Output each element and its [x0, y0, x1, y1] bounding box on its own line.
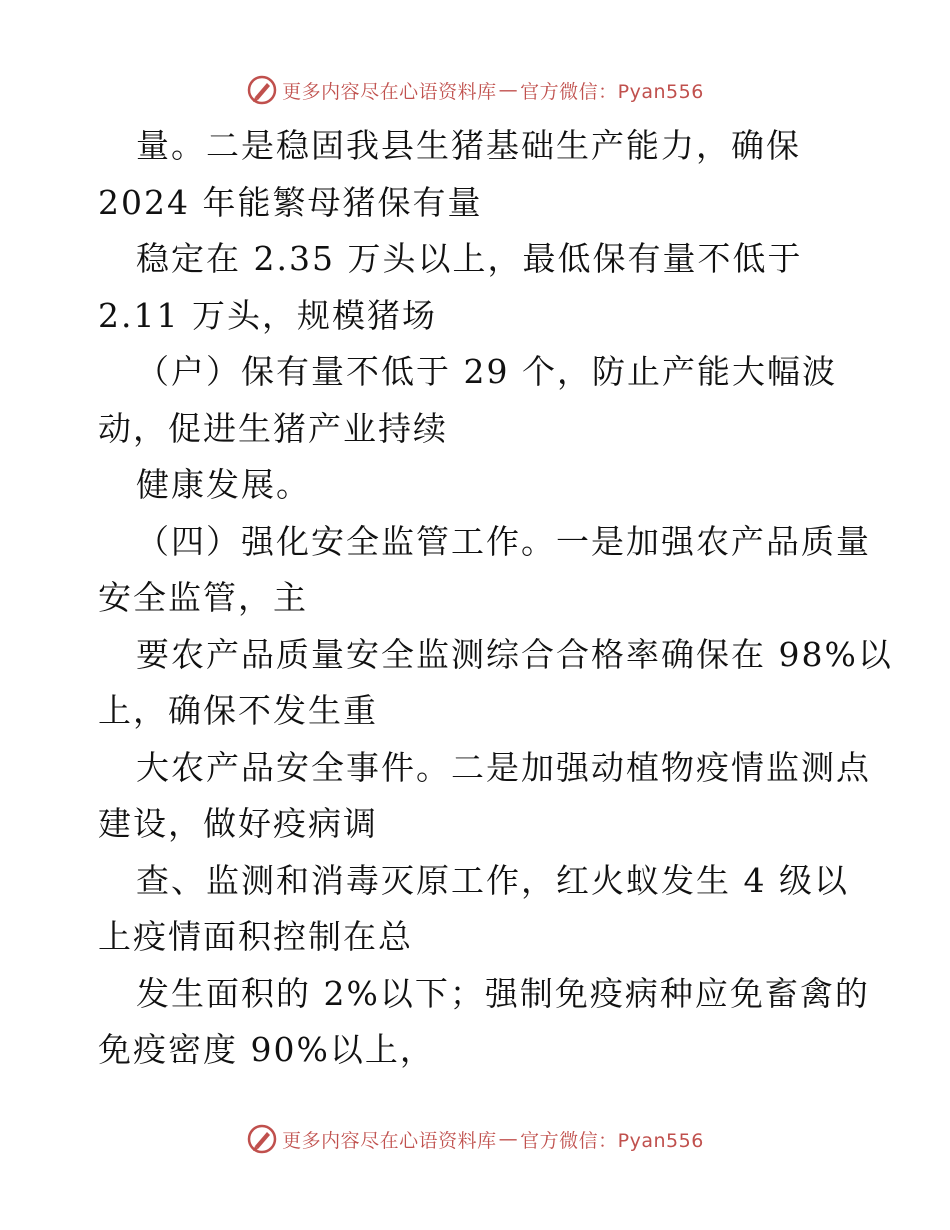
banner-dash: — [498, 79, 519, 101]
text-line: 动，促进生猪产业持续 [98, 408, 448, 448]
footer-watermark-banner [0, 1119, 950, 1159]
banner-dash: — [498, 1128, 519, 1150]
document-body [98, 118, 893, 1079]
text-line: 上疫情面积控制在总 [98, 917, 413, 956]
text-line: （四）强化安全监管工作。一是加强农产品质量 [136, 521, 871, 561]
text-line: 2024 年能繁母猪保有量 [98, 182, 483, 222]
text-line: 要农产品质量安全监测综合合格率确保在 98%以 [136, 634, 893, 674]
text-line: 查、监测和消毒灭原工作，红火蚁发生 4 级以 [136, 860, 849, 900]
text-line: 大农产品安全事件。二是加强动植物疫情监测点 [136, 747, 871, 787]
banner-title: 更多内容尽在心语资料库 [282, 1129, 497, 1152]
banner-wechat: 官方微信：Pyan556 [520, 80, 704, 103]
pen-logo-icon [246, 1123, 278, 1155]
text-line: 免疫密度 90%以上， [98, 1030, 435, 1069]
text-line: 健康发展。 [136, 465, 311, 504]
header-watermark-banner [0, 70, 950, 110]
text-line: 建设，做好疫病调 [98, 804, 378, 843]
text-line: （户）保有量不低于 29 个，防止产能大幅波 [136, 352, 837, 391]
text-line: 上，确保不发生重 [98, 691, 378, 730]
text-line: 发生面积的 2%以下；强制免疫病种应免畜禽的 [136, 973, 870, 1013]
text-line: 量。二是稳固我县生猪基础生产能力，确保 [136, 126, 801, 165]
text-line: 2.11 万头，规模猪场 [98, 295, 437, 335]
banner-title: 更多内容尽在心语资料库 [282, 80, 497, 103]
text-line: 安全监管，主 [98, 578, 308, 617]
banner-wechat: 官方微信：Pyan556 [520, 1129, 704, 1152]
text-line: 稳定在 2.35 万头以上，最低保有量不低于 [136, 239, 803, 278]
pen-logo-icon [246, 74, 278, 106]
